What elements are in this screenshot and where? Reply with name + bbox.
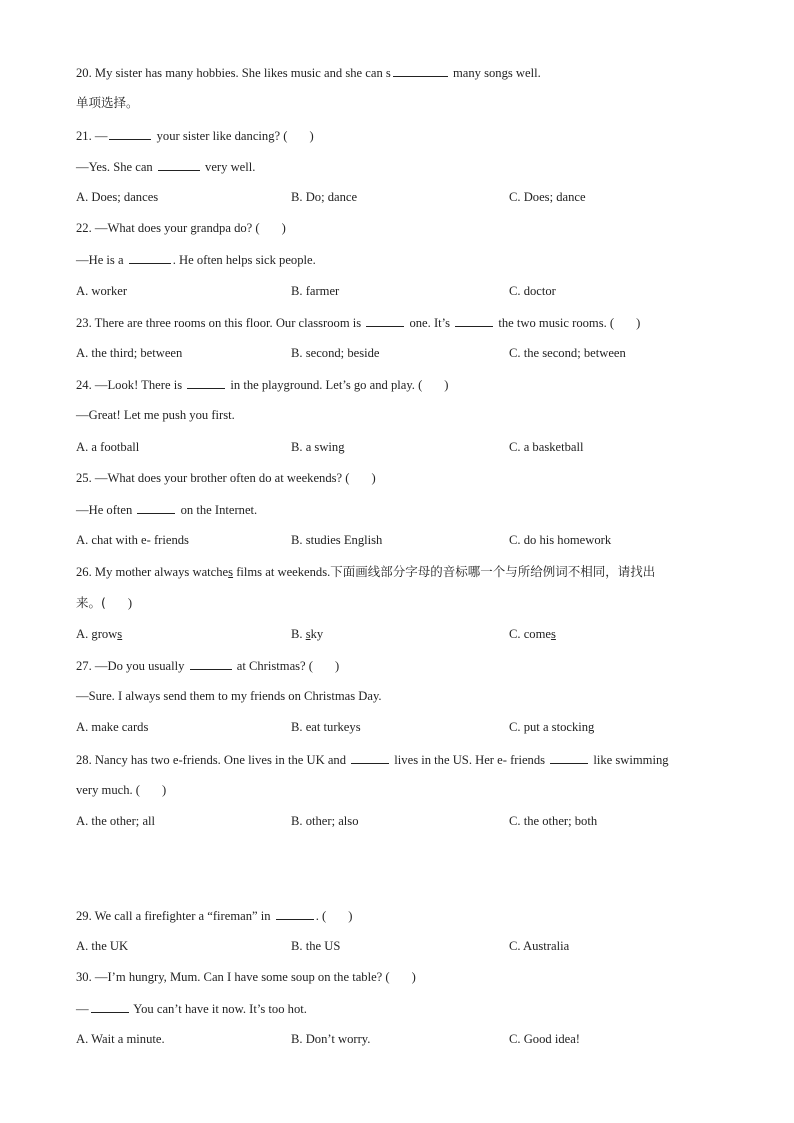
question-29: 29. We call a firefighter a “fireman” in . ( ) (76, 909, 353, 923)
option-c[interactable]: C. comes (509, 627, 556, 641)
option-b[interactable]: B. sky (291, 627, 324, 641)
answer-blank[interactable] (351, 751, 389, 764)
option-c[interactable]: C. a basketball (509, 440, 584, 454)
question-29-options (76, 938, 736, 954)
question-30-reply: — You can’t have it now. It’s too hot. (76, 1002, 307, 1016)
option-b[interactable]: B. second; beside (291, 346, 380, 360)
answer-blank[interactable] (109, 127, 151, 140)
answer-blank[interactable] (158, 158, 200, 171)
option-c[interactable]: C. Does; dance (509, 190, 586, 204)
answer-blank[interactable] (393, 64, 448, 77)
question-22: 22. —What does your grandpa do? ( ) (76, 221, 286, 235)
option-c[interactable]: C. doctor (509, 284, 556, 298)
question-26: 26. My mother always watches films at weekends.下面画线部分字母的音标哪一个与所给例词不相同，请找出 (76, 564, 656, 579)
option-c[interactable]: C. put a stocking (509, 720, 595, 734)
option-c[interactable]: C. do his homework (509, 533, 612, 547)
question-27-options (76, 719, 736, 735)
answer-blank[interactable] (276, 907, 314, 920)
answer-blank[interactable] (187, 376, 225, 389)
underlined-letter: s (228, 565, 234, 579)
option-a[interactable]: A. the UK (76, 939, 129, 953)
answer-blank[interactable] (137, 501, 175, 514)
question-21-reply: —Yes. She can very well. (76, 160, 256, 174)
option-b[interactable]: B. studies English (291, 533, 383, 547)
option-c[interactable]: C. Australia (509, 939, 570, 953)
question-21: 21. — your sister like dancing? ( ) (76, 129, 314, 143)
answer-blank[interactable] (91, 1000, 129, 1013)
option-a[interactable]: A. a football (76, 440, 140, 454)
question-23-options (76, 345, 736, 361)
question-27-reply: —Sure. I always send them to my friends on Christmas Day. (76, 689, 382, 703)
option-b[interactable]: B. a swing (291, 440, 345, 454)
option-a[interactable]: A. chat with e- friends (76, 533, 189, 547)
option-b[interactable]: B. eat turkeys (291, 720, 361, 734)
question-21-options (76, 189, 736, 205)
question-28-options (76, 813, 736, 829)
option-b[interactable]: B. Do; dance (291, 190, 358, 204)
answer-blank[interactable] (129, 251, 171, 264)
question-27: 27. —Do you usually at Christmas? ( ) (76, 659, 340, 673)
question-28: 28. Nancy has two e-friends. One lives in the UK and lives in the US. Her e- friends like swimming (76, 753, 669, 767)
option-c[interactable]: C. the second; between (509, 346, 626, 360)
question-24: 24. —Look! There is in the playground. Let’s go and play. ( ) (76, 378, 449, 392)
question-28-cont: very much. ( ) (76, 783, 167, 797)
question-23: 23. There are three rooms on this floor. Our classroom is one. It’s the two music rooms. ( ) (76, 316, 641, 330)
option-c[interactable]: C. Good idea! (509, 1032, 580, 1046)
question-26-cont: 来。( ) (76, 595, 133, 610)
option-a[interactable]: A. Wait a minute. (76, 1032, 165, 1046)
answer-blank[interactable] (550, 751, 588, 764)
instruction-text: 下面画线部分字母的音标哪一个与所给例词不相同，请找出 (330, 564, 656, 579)
answer-blank[interactable] (190, 657, 232, 670)
question-20: 20. My sister has many hobbies. She likes music and she can s many songs well. (76, 66, 541, 80)
question-24-options (76, 439, 736, 455)
option-a[interactable]: A. Does; dances (76, 190, 159, 204)
question-25-options (76, 532, 736, 548)
option-b[interactable]: B. Don’t worry. (291, 1032, 371, 1046)
answer-blank[interactable] (366, 314, 404, 327)
question-30-options (76, 1031, 736, 1047)
option-b[interactable]: B. the US (291, 939, 341, 953)
option-a[interactable]: A. the other; all (76, 814, 156, 828)
question-24-reply: —Great! Let me push you first. (76, 408, 235, 422)
question-22-reply: —He is a . He often helps sick people. (76, 253, 316, 267)
question-26-options (76, 626, 736, 642)
question-30: 30. —I’m hungry, Mum. Can I have some soup on the table? ( ) (76, 970, 416, 984)
answer-blank[interactable] (455, 314, 493, 327)
option-c[interactable]: C. the other; both (509, 814, 598, 828)
option-a[interactable]: A. the third; between (76, 346, 183, 360)
option-b[interactable]: B. farmer (291, 284, 340, 298)
question-25: 25. —What does your brother often do at weekends? ( ) (76, 471, 376, 485)
option-b[interactable]: B. other; also (291, 814, 359, 828)
option-a[interactable]: A. grows (76, 627, 123, 641)
question-22-options (76, 283, 736, 299)
section-title: 单项选择。 (76, 95, 139, 110)
question-25-reply: —He often on the Internet. (76, 503, 258, 517)
option-a[interactable]: A. make cards (76, 720, 149, 734)
option-a[interactable]: A. worker (76, 284, 128, 298)
